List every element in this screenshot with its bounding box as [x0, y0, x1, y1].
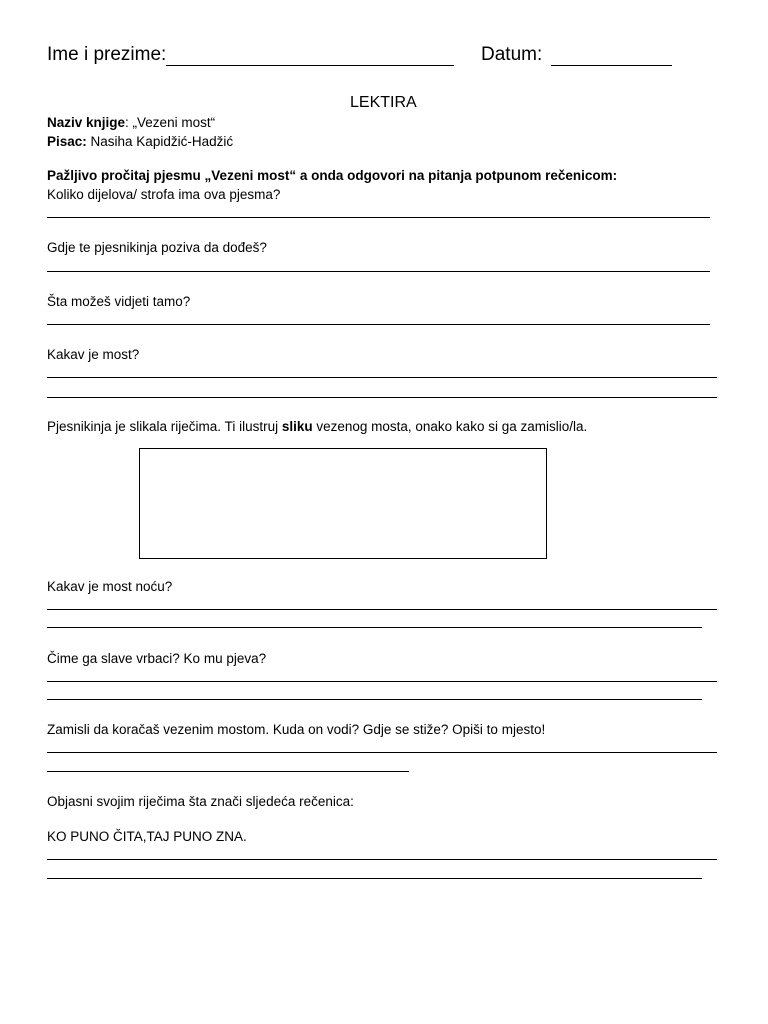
question-5-post: vezenog mosta, onako kako si ga zamislio/la. [312, 419, 588, 434]
answer-line-8a[interactable] [47, 752, 717, 753]
answer-line-7a[interactable] [47, 681, 717, 682]
question-9: Objasni svojim riječima šta znači sljedeća rečenica: [47, 794, 354, 809]
date-input-line[interactable] [551, 65, 672, 66]
question-3: Šta možeš vidjeti tamo? [47, 294, 191, 309]
quote-text: KO PUNO ČITA,TAJ PUNO ZNA. [47, 829, 247, 844]
answer-line-4a[interactable] [47, 377, 717, 378]
question-5 [47, 419, 587, 434]
date-label: Datum: [481, 44, 543, 65]
question-7: Čime ga slave vrbaci? Ko mu pjeva? [47, 651, 267, 666]
answer-line-1[interactable] [47, 217, 710, 218]
question-5-bold: sliku [281, 419, 313, 434]
answer-line-6b[interactable] [47, 627, 702, 628]
question-4: Kakav je most? [47, 347, 140, 362]
book-title-value: „Vezeni most“ [132, 115, 216, 130]
question-2: Gdje te pjesnikinja poziva da dođeš? [47, 240, 267, 255]
book-title-sep: : [125, 115, 133, 130]
instruction-pre: Pažljivo pročitaj pjesmu [47, 168, 205, 183]
name-input-line[interactable] [166, 65, 454, 66]
book-author-label: Pisac: [47, 134, 87, 149]
answer-line-7b[interactable] [47, 699, 702, 700]
book-title-label: Naziv knjige [47, 115, 126, 130]
book-author-line [47, 134, 233, 149]
question-5-pre: Pjesnikinja je slikala riječima. Ti ilustruj [47, 419, 282, 434]
book-author-value: Nasiha Kapidžić-Hadžić [86, 134, 234, 149]
drawing-box[interactable] [139, 448, 547, 559]
question-1: Koliko dijelova/ strofa ima ova pjesma? [47, 187, 281, 202]
page-title: LEKTIRA [350, 94, 417, 111]
answer-line-8b[interactable] [47, 771, 409, 772]
answer-line-3[interactable] [47, 324, 710, 325]
answer-line-9b[interactable] [47, 878, 702, 879]
question-6: Kakav je most noću? [47, 579, 173, 594]
answer-line-9a[interactable] [47, 859, 717, 860]
answer-line-6a[interactable] [47, 609, 717, 610]
instruction-text [47, 168, 617, 183]
name-label: Ime i prezime: [47, 44, 167, 65]
instruction-post: a onda odgovori na pitanja potpunom rečenicom: [296, 168, 618, 183]
answer-line-2[interactable] [47, 271, 710, 272]
instruction-poem: „Vezeni most“ [204, 168, 297, 183]
answer-line-4b[interactable] [47, 397, 717, 398]
book-title-line [47, 115, 215, 130]
question-8: Zamisli da koračaš vezenim mostom. Kuda on vodi? Gdje se stiže? Opiši to mjesto! [47, 722, 546, 737]
